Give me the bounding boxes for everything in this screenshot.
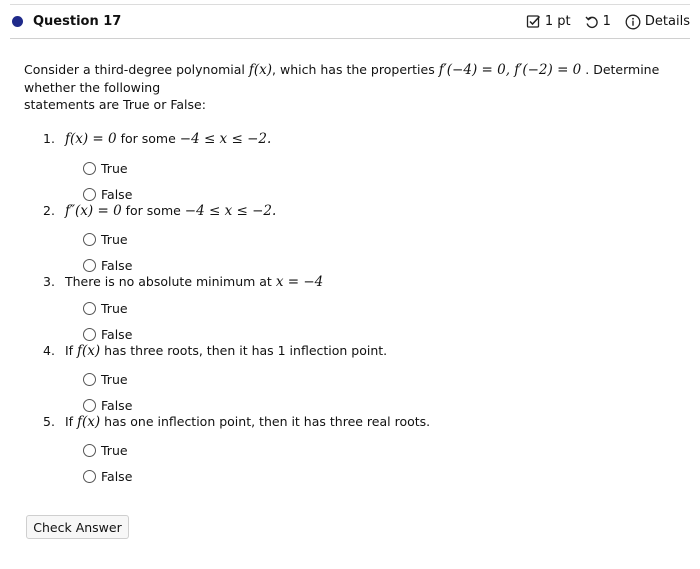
radio-button[interactable] xyxy=(83,444,96,457)
intro-text: Consider a third-degree polynomial xyxy=(24,62,245,77)
option-label: False xyxy=(101,258,133,273)
intro-text-2: , which has the properties xyxy=(272,62,435,77)
statement-text: has one inflection point, then it has three real roots. xyxy=(100,414,431,429)
statement-number: 4. xyxy=(43,343,55,358)
statement-math: f(x) xyxy=(77,343,101,359)
intro-text-4: statements are True or False: xyxy=(24,97,206,112)
radio-button[interactable] xyxy=(83,233,96,246)
radio-button[interactable] xyxy=(83,188,96,201)
radio-button[interactable] xyxy=(83,302,96,315)
statement-2-true-option[interactable] xyxy=(83,232,128,247)
statement-5 xyxy=(43,414,430,430)
radio-button[interactable] xyxy=(83,399,96,412)
check-answer-button[interactable]: Check Answer xyxy=(26,515,129,539)
statement-1-true-option[interactable] xyxy=(83,161,128,176)
option-label: True xyxy=(101,301,128,316)
radio-button[interactable] xyxy=(83,259,96,272)
statement-text: If xyxy=(64,343,78,358)
statement-number: 3. xyxy=(43,274,55,289)
statement-text: If xyxy=(64,414,78,429)
retry-icon xyxy=(585,15,599,29)
question-meta xyxy=(526,14,690,30)
intro-function: f(x) xyxy=(248,62,273,78)
attempts-label: 1 xyxy=(602,14,611,29)
statement-5-false-option[interactable] xyxy=(83,469,132,484)
radio-button[interactable] xyxy=(83,162,96,175)
statement-text: for some xyxy=(116,131,180,146)
statement-number: 5. xyxy=(43,414,55,429)
statement-5-true-option[interactable] xyxy=(83,443,128,458)
statement-math: −4 ≤ x ≤ −2. xyxy=(179,131,272,147)
radio-button[interactable] xyxy=(83,328,96,341)
statement-3-false-option[interactable] xyxy=(83,327,132,342)
statement-3-true-option[interactable] xyxy=(83,301,128,316)
option-label: True xyxy=(101,161,128,176)
statement-4-true-option[interactable] xyxy=(83,372,128,387)
statement-math: f(x) = 0 xyxy=(64,131,117,147)
points-label: 1 pt xyxy=(544,14,571,29)
statement-3 xyxy=(43,274,323,290)
question-intro xyxy=(24,61,664,113)
statement-4 xyxy=(43,343,387,359)
checkbox-icon xyxy=(526,14,541,29)
statement-math: f(x) xyxy=(77,414,101,430)
option-label: True xyxy=(101,372,128,387)
option-label: True xyxy=(101,232,128,247)
question-title: Question 17 xyxy=(33,14,122,29)
details-link[interactable] xyxy=(625,14,690,30)
statement-text: There is no absolute minimum at xyxy=(64,274,276,289)
statement-math: −4 ≤ x ≤ −2. xyxy=(184,203,277,219)
statement-2-false-option[interactable] xyxy=(83,258,132,273)
statement-number: 1. xyxy=(43,131,55,146)
radio-button[interactable] xyxy=(83,373,96,386)
option-label: False xyxy=(101,398,133,413)
info-icon xyxy=(625,14,641,30)
intro-conditions: f′(−4) = 0, f′(−2) = 0 xyxy=(438,62,582,78)
statement-text: has three roots, then it has 1 inflection point. xyxy=(100,343,388,358)
statement-number: 2. xyxy=(43,203,55,218)
option-label: False xyxy=(101,327,133,342)
statement-2 xyxy=(43,203,276,219)
question-header xyxy=(10,5,690,39)
statement-1-false-option[interactable] xyxy=(83,187,132,202)
statement-text: for some xyxy=(121,203,185,218)
statement-math: f″(x) = 0 xyxy=(64,203,122,219)
option-label: False xyxy=(101,469,133,484)
option-label: False xyxy=(101,187,133,202)
option-label: True xyxy=(101,443,128,458)
statement-math: x = −4 xyxy=(275,274,324,290)
statement-4-false-option[interactable] xyxy=(83,398,132,413)
statement-1 xyxy=(43,131,271,147)
radio-button[interactable] xyxy=(83,470,96,483)
intro-text-3: . Determine whether the following xyxy=(24,62,660,95)
details-label: Details xyxy=(644,14,690,29)
question-bullet-icon xyxy=(12,16,23,27)
